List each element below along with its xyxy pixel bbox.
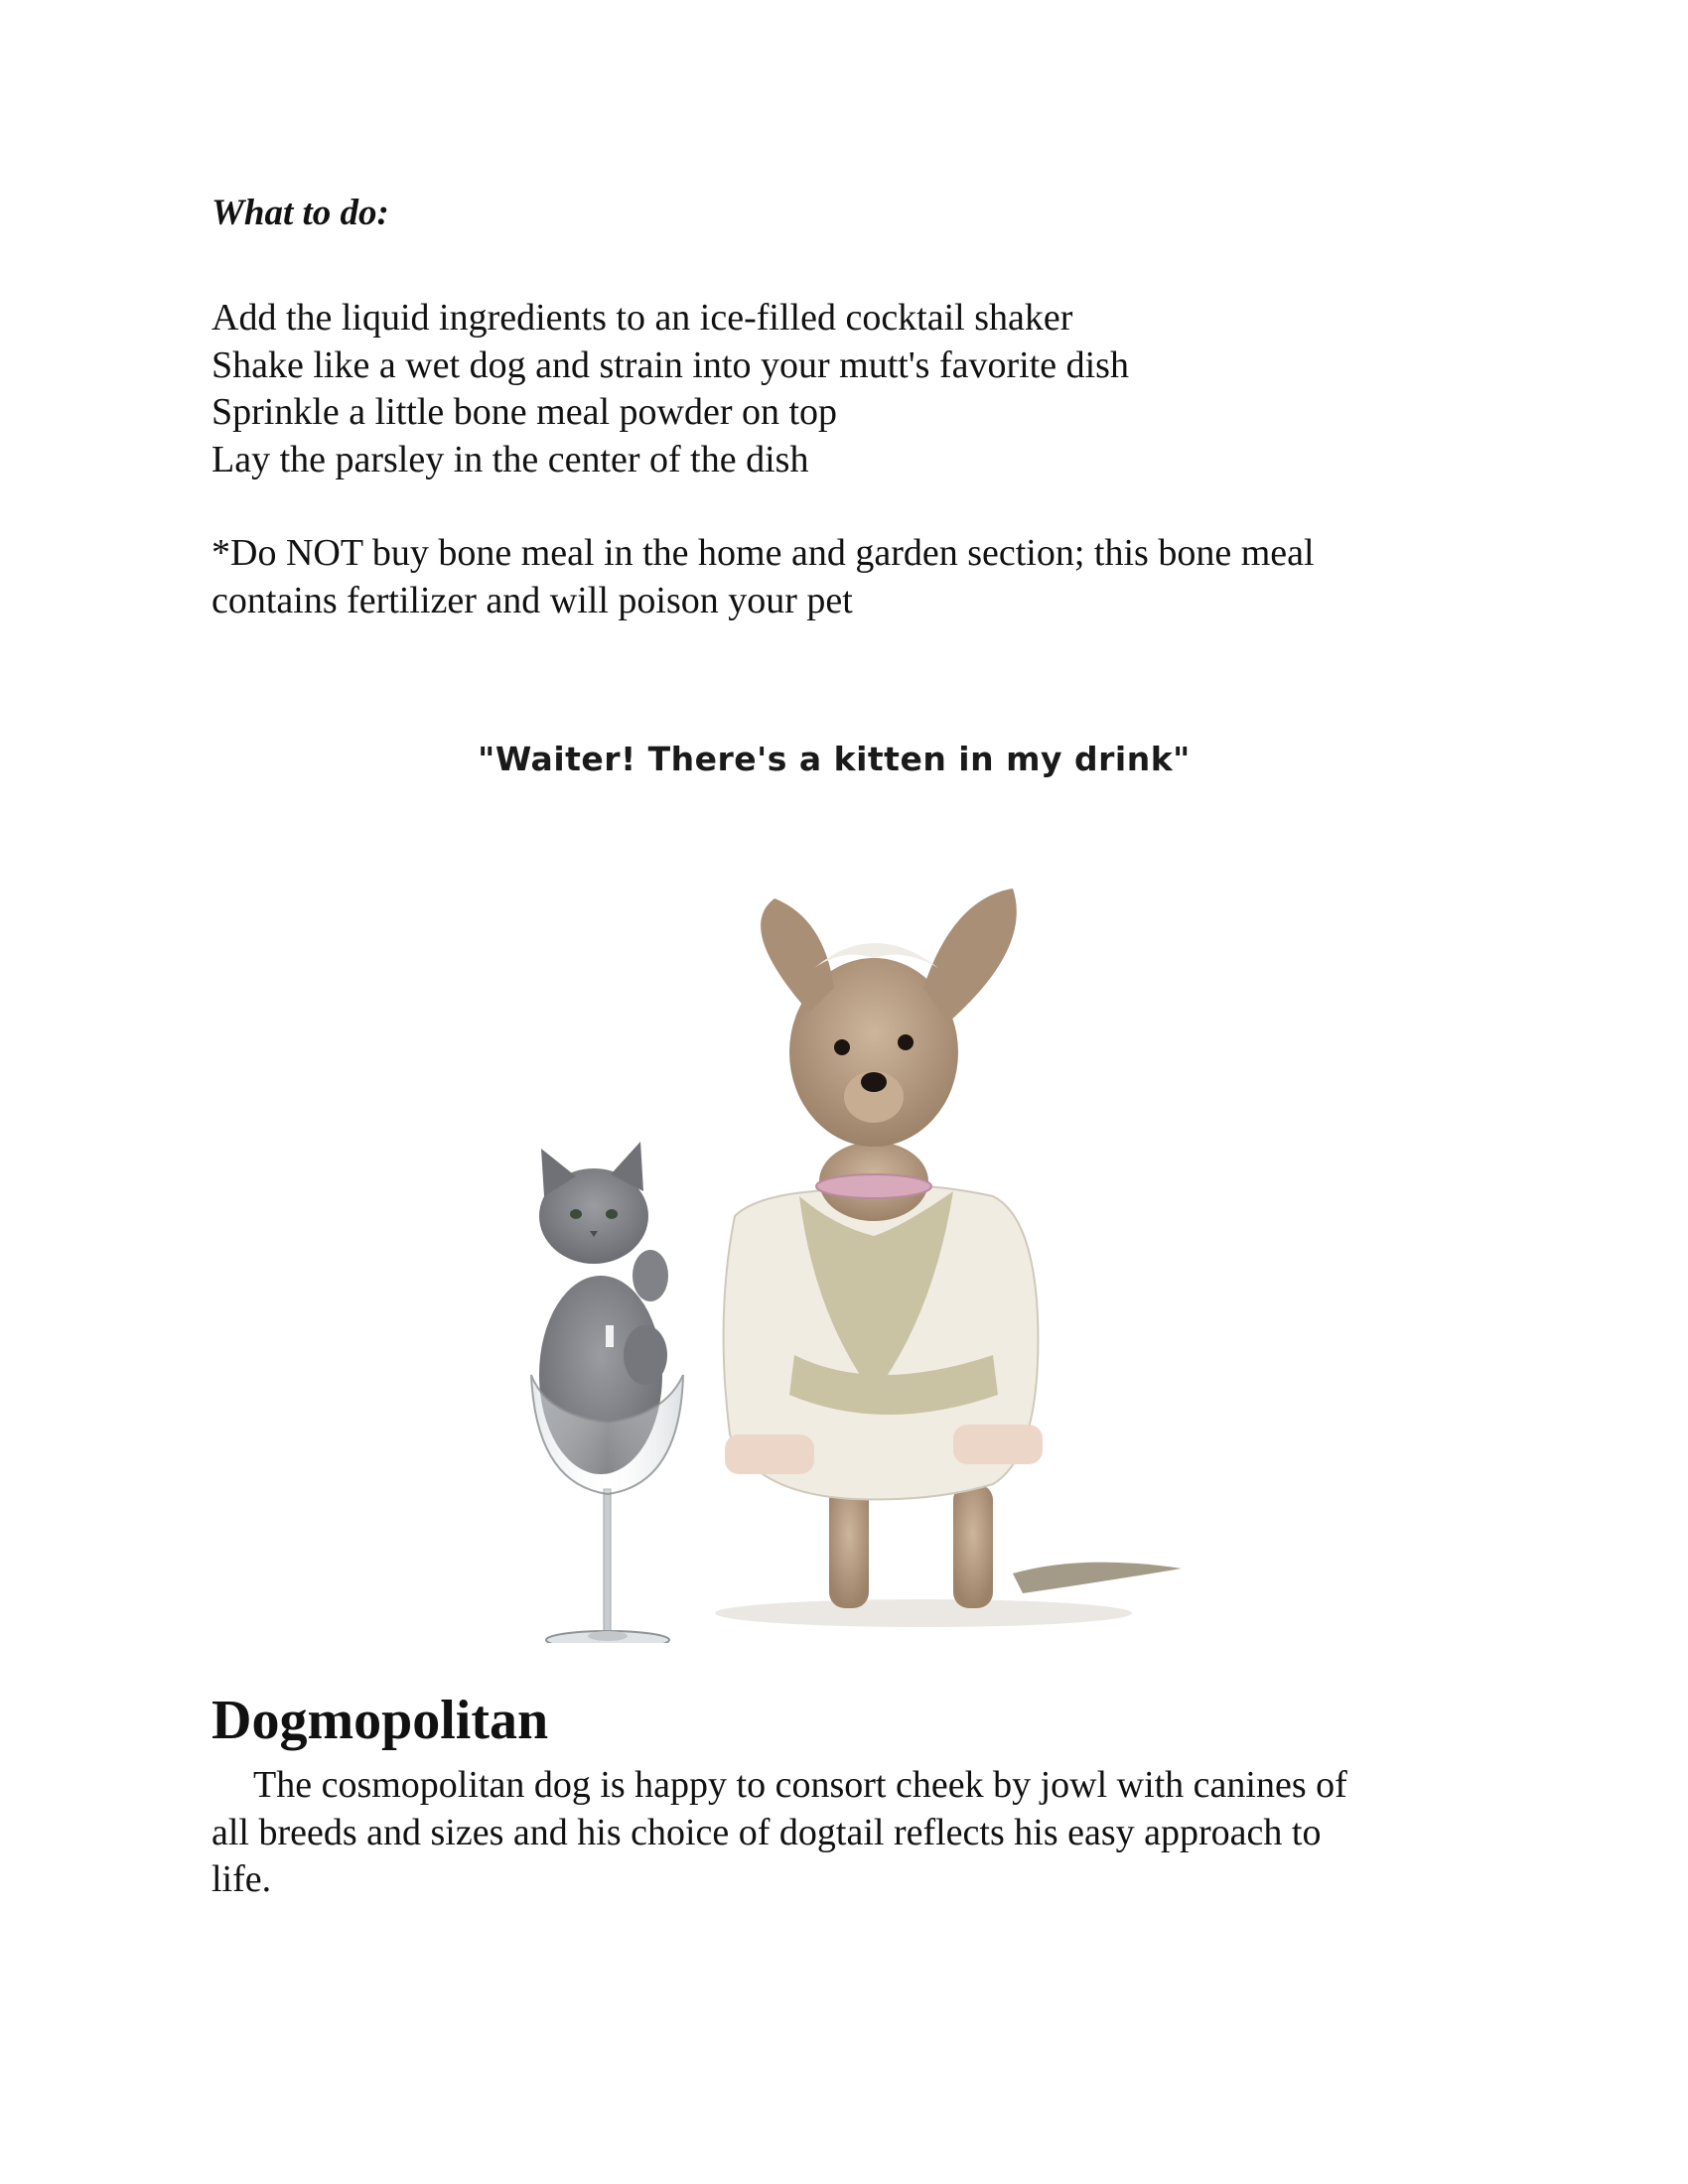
wine-glass: [546, 1489, 669, 1643]
instruction-step: Add the liquid ingredients to an ice-filled cocktail shaker: [211, 297, 1073, 339]
dog: [715, 888, 1182, 1627]
description-line: The cosmopolitan dog is happy to consort cheek by jowl with canines of: [253, 1764, 1347, 1806]
instruction-step: Lay the parsley in the center of the dish: [211, 438, 809, 480]
dogmopolitan-title: Dogmopolitan: [211, 1690, 549, 1751]
description-line: all breeds and sizes and his choice of dogtail reflects his easy approach to: [211, 1811, 1322, 1853]
instruction-step: Shake like a wet dog and strain into your mutt's favorite dish: [211, 343, 1129, 386]
instruction-step: Sprinkle a little bone meal powder on top: [211, 391, 838, 433]
dogmopolitan-description: [211, 1762, 1502, 1904]
description-line: life.: [211, 1858, 272, 1900]
kitten-in-glass-and-dog-picture: [437, 799, 1231, 1643]
illustration-caption: "Waiter! There's a kitten in my drink": [478, 740, 1191, 778]
bone-meal-warning: [211, 530, 1502, 624]
what-to-do-heading: What to do:: [211, 193, 389, 233]
warning-line: *Do NOT buy bone meal in the home and garden section; this bone meal: [211, 532, 1315, 574]
kitten-and-dog-illustration: [437, 730, 1231, 1643]
instruction-steps-list: [211, 295, 1129, 483]
warning-line: contains fertilizer and will poison your pet: [211, 579, 853, 621]
